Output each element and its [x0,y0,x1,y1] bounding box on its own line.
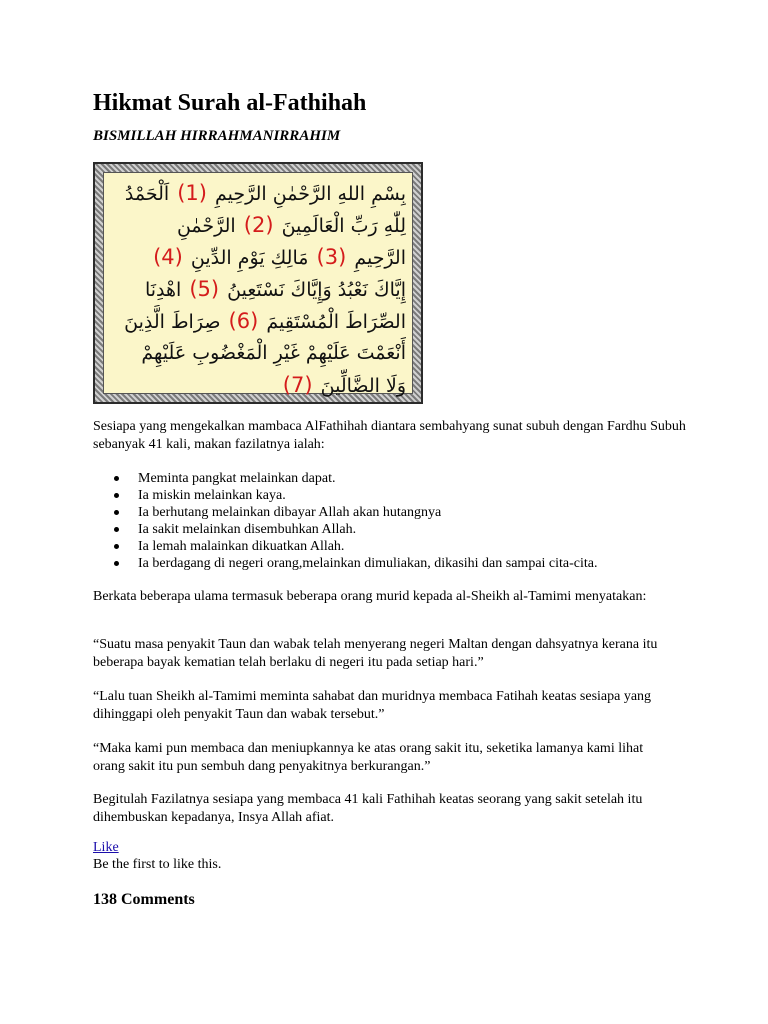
quran-line-6 [110,337,406,369]
closing-paragraph: Begitulah Fazilatnya sesiapa yang membaca 41 kali Fathihah keatas seorang yang sakit setelah itu dihembuskan kepadanya, Insya Allah afiat. [93,792,643,825]
list-item-text: Ia sakit melainkan disembuhkan Allah. [138,522,357,537]
arabic-text: إِيَّاكَ نَعْبُدُ وَإِيَّاكَ نَسْتَعِينُ [227,279,406,301]
verse-number: (4) [153,245,183,269]
list-item-text: Ia lemah malainkan dikuatkan Allah. [138,539,345,554]
page-title: Hikmat Surah al-Fathihah [93,90,367,116]
quran-line-1 [110,177,406,209]
arabic-text: الرَّحْمٰنِ [176,215,236,237]
verse-number: (7) [282,373,313,397]
quran-line-7 [110,369,406,401]
bullet-icon [114,527,119,532]
benefits-list [93,470,598,572]
arabic-text: لِلّٰهِ رَبِّ الْعَالَمِينَ [281,215,406,237]
verse-number: (6) [228,309,259,333]
verse-number: (3) [316,245,347,269]
like-link[interactable]: Like [93,840,119,855]
quote-paragraph-2: “Lalu tuan Sheikh al-Tamimi meminta sahabat dan muridnya membaca Fatihah keatas sesiapa yang dihinggapi oleh penyakit Taun dan wabak tersebut.” [93,689,652,722]
bullet-icon [114,476,119,481]
arabic-text: أَنْعَمْتَ عَلَيْهِمْ غَيْرِ الْمَغْضُوبِ عَلَيْهِمْ [141,342,406,364]
arabic-text: اهْدِنَا [144,279,182,301]
surah-fatihah-text [103,172,413,397]
quote-paragraph-3: “Maka kami pun membaca dan meniupkannya ke atas orang sakit itu, seketika lamanya kami lihat orang sakit itu pun sembuh dang penyakitnya berkurangan.” [93,741,644,774]
intro-paragraph: Sesiapa yang mengekalkan mambaca AlFathihah diantara sembahyang sunat subuh dengan Fardhu Subuh sebanyak 41 kali, makan fazilatnya ialah: [93,419,686,452]
comments-heading: 138 Comments [93,891,195,908]
quote-paragraph-1: “Suatu masa penyakit Taun dan wabak telah menyerang negeri Maltan dengan dahsyatnya kerana itu beberapa bayak kematian telah berlaku di negeri itu pada setiap hari.” [93,637,658,670]
bullet-icon [114,510,119,515]
verse-number: (5) [189,277,220,301]
list-item [93,487,598,504]
quran-line-3 [110,241,406,273]
list-item [93,521,598,538]
quran-line-5 [110,305,406,337]
list-item [93,470,598,487]
quran-line-2 [110,209,406,241]
arabic-text: بِسْمِ اللهِ الرَّحْمٰنِ الرَّحِيمِ [215,183,406,205]
verse-number: (1) [177,181,207,205]
verse-number: (2) [243,213,274,237]
list-item-text: Ia miskin melainkan kaya. [138,488,286,503]
arabic-text: مَالِكِ يَوْمِ الدِّينِ [190,247,309,269]
bullet-icon [114,544,119,549]
bullet-icon [114,561,119,566]
arabic-text: الرَّحِيمِ [354,247,406,269]
list-item [93,555,598,572]
like-count-text: Be the first to like this. [93,857,222,872]
list-item [93,538,598,555]
arabic-text: صِرَاطَ الَّذِينَ [124,311,221,333]
bismillah-heading: BISMILLAH HIRRAHMANIRRAHIM [93,128,341,144]
arabic-text: اَلْحَمْدُ [124,183,170,205]
quran-image [93,162,423,404]
bullet-icon [114,493,119,498]
list-item-text: Meminta pangkat melainkan dapat. [138,471,336,486]
ulama-paragraph: Berkata beberapa ulama termasuk beberapa orang murid kepada al-Sheikh al-Tamimi menyatakan: [93,589,647,604]
arabic-text: وَلَا الضَّالِّينَ [320,375,406,397]
list-item-text: Ia berhutang melainkan dibayar Allah akan hutangnya [138,505,442,520]
quran-line-4 [110,273,406,305]
arabic-text: الصِّرَاطَ الْمُسْتَقِيمَ [266,311,406,333]
list-item-text: Ia berdagang di negeri orang,melainkan dimuliakan, dikasihi dan sampai cita-cita. [138,556,598,571]
list-item [93,504,598,521]
